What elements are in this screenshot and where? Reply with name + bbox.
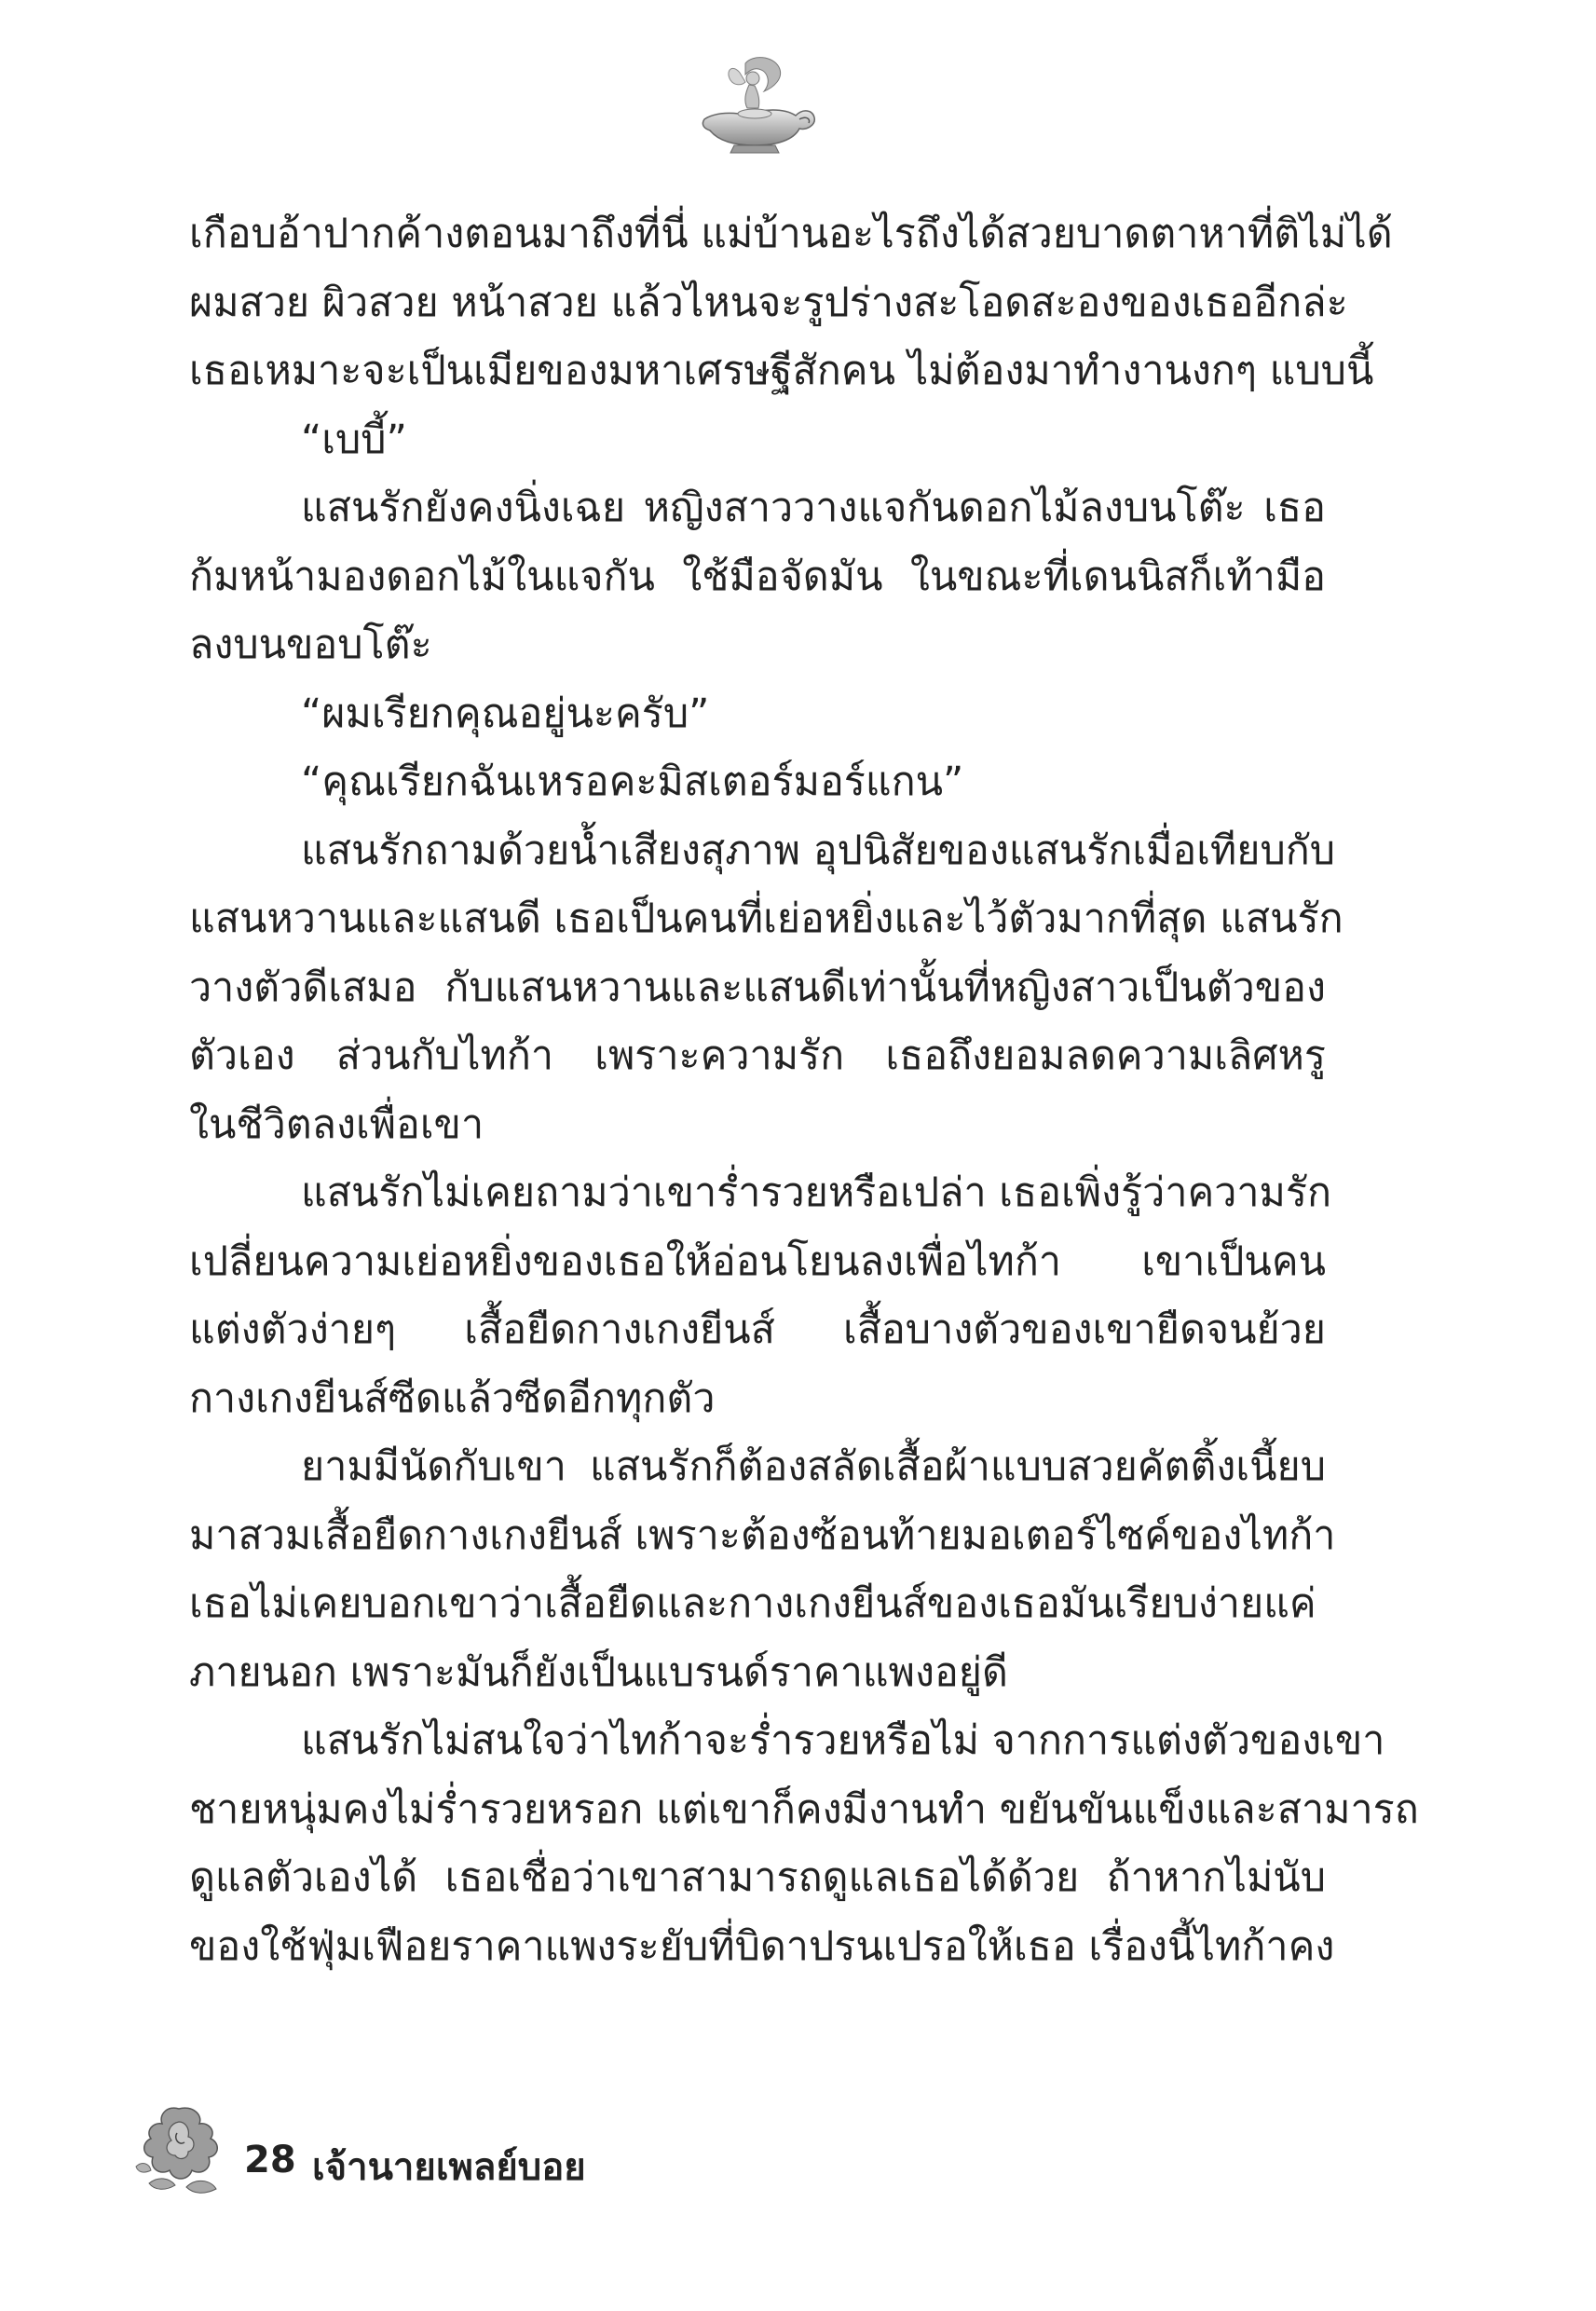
text-line: ก้มหน้ามองดอกไม้ในแจกัน ใช้มือจัดมัน ในขณะที่เดนนิสก็เท้ามือ <box>189 553 1326 600</box>
text-line: เกือบอ้าปากค้างตอนมาถึงที่นี่ แม่บ้านอะไรถึงได้สวยบาดตาหาที่ติไม่ได้ <box>189 211 1393 257</box>
text-line: เธอไม่เคยบอกเขาว่าเสื้อยืดและกางเกงยีนส์ของเธอมันเรียบง่ายแค่ <box>189 1580 1316 1627</box>
text-line: “เบบี้” <box>301 416 407 463</box>
text-line: ดูแลตัวเองได้ เธอเชื่อว่าเขาสามารถดูแลเธอได้ด้วย ถ้าหากไม่นับ <box>189 1854 1326 1901</box>
text-line: กางเกงยีนส์ซีดแล้วซีดอีกทุกตัว <box>189 1374 716 1422</box>
text-line: มาสวมเสื้อยืดกางเกงยีนส์ เพราะต้องซ้อนท้ายมอเตอร์ไซค์ของไทก้า <box>189 1511 1336 1559</box>
text-line: เปลี่ยนความเย่อหยิ่งของเธอให้อ่อนโยนลงเพื่อไทก้า เขาเป็นคน <box>189 1238 1326 1285</box>
page-footer <box>130 2101 969 2204</box>
text-line: ผมสวย ผิวสวย หน้าสวย แล้วไหนจะรูปร่างสะโอดสะองของเธออีกล่ะ <box>189 279 1348 326</box>
text-line: ตัวเอง ส่วนกับไทก้า เพราะความรัก เธอถึงยอมลดความเลิศหรู <box>189 1032 1326 1079</box>
rose-icon <box>130 2101 228 2199</box>
text-line: ยามมีนัดกับเขา แสนรักก็ต้องสลัดเสื้อผ้าแบบสวยคัตติ้งเนี้ยบ <box>301 1443 1326 1490</box>
text-line: แต่งตัวง่ายๆ เสื้อยืดกางเกงยีนส์ เสื้อบางตัวของเขายืดจนย้วย <box>189 1306 1326 1353</box>
text-line: ในชีวิตลงเพื่อเขา <box>189 1101 484 1148</box>
text-line: แสนรักถามด้วยน้ำเสียงสุภาพ อุปนิสัยของแสนรักเมื่อเทียบกับ <box>301 827 1336 874</box>
text-line: ภายนอก เพราะมันก็ยังเป็นแบรนด์ราคาแพงอยู่ดี <box>189 1648 1008 1696</box>
text-line: วางตัวดีเสมอ กับแสนหวานและแสนดีเท่านั้นที่หญิงสาวเป็นตัวของ <box>189 964 1326 1011</box>
text-line: “คุณเรียกฉันเหรอคะมิสเตอร์มอร์แกน” <box>301 759 964 805</box>
genie-lamp-icon <box>688 54 818 157</box>
page-number: 28 <box>244 2139 296 2181</box>
text-line: “ผมเรียกคุณอยู่นะครับ” <box>301 690 710 737</box>
text-line: ชายหนุ่มคงไม่ร่ำรวยหรอก แต่เขาก็คงมีงานทำ ขยันขันแข็งและสามารถ <box>189 1785 1419 1833</box>
book-title: เจ้านายเพลย์บอย <box>312 2146 586 2189</box>
text-line: ของใช้ฟุ่มเฟือยราคาแพงระยับที่บิดาปรนเปรอให้เธอ เรื่องนี้ไทก้าคง <box>189 1922 1335 1970</box>
text-line: เธอเหมาะจะเป็นเมียของมหาเศรษฐีสักคน ไม่ต้องมาทำงานงกๆ แบบนี้ <box>189 348 1374 394</box>
body-text <box>189 200 1419 1981</box>
text-line: แสนรักไม่สนใจว่าไทก้าจะร่ำรวยหรือไม่ จากการแต่งตัวของเขา <box>301 1717 1385 1764</box>
text-line: แสนหวานและแสนดี เธอเป็นคนที่เย่อหยิ่งและไว้ตัวมากที่สุด แสนรัก <box>189 896 1344 942</box>
text-line: แสนรักยังคงนิ่งเฉย หญิงสาววางแจกันดอกไม้ลงบนโต๊ะ เธอ <box>301 485 1326 531</box>
text-line: ลงบนขอบโต๊ะ <box>189 622 432 668</box>
text-line: แสนรักไม่เคยถามว่าเขาร่ำรวยหรือเปล่า เธอเพิ่งรู้ว่าความรัก <box>301 1169 1331 1216</box>
